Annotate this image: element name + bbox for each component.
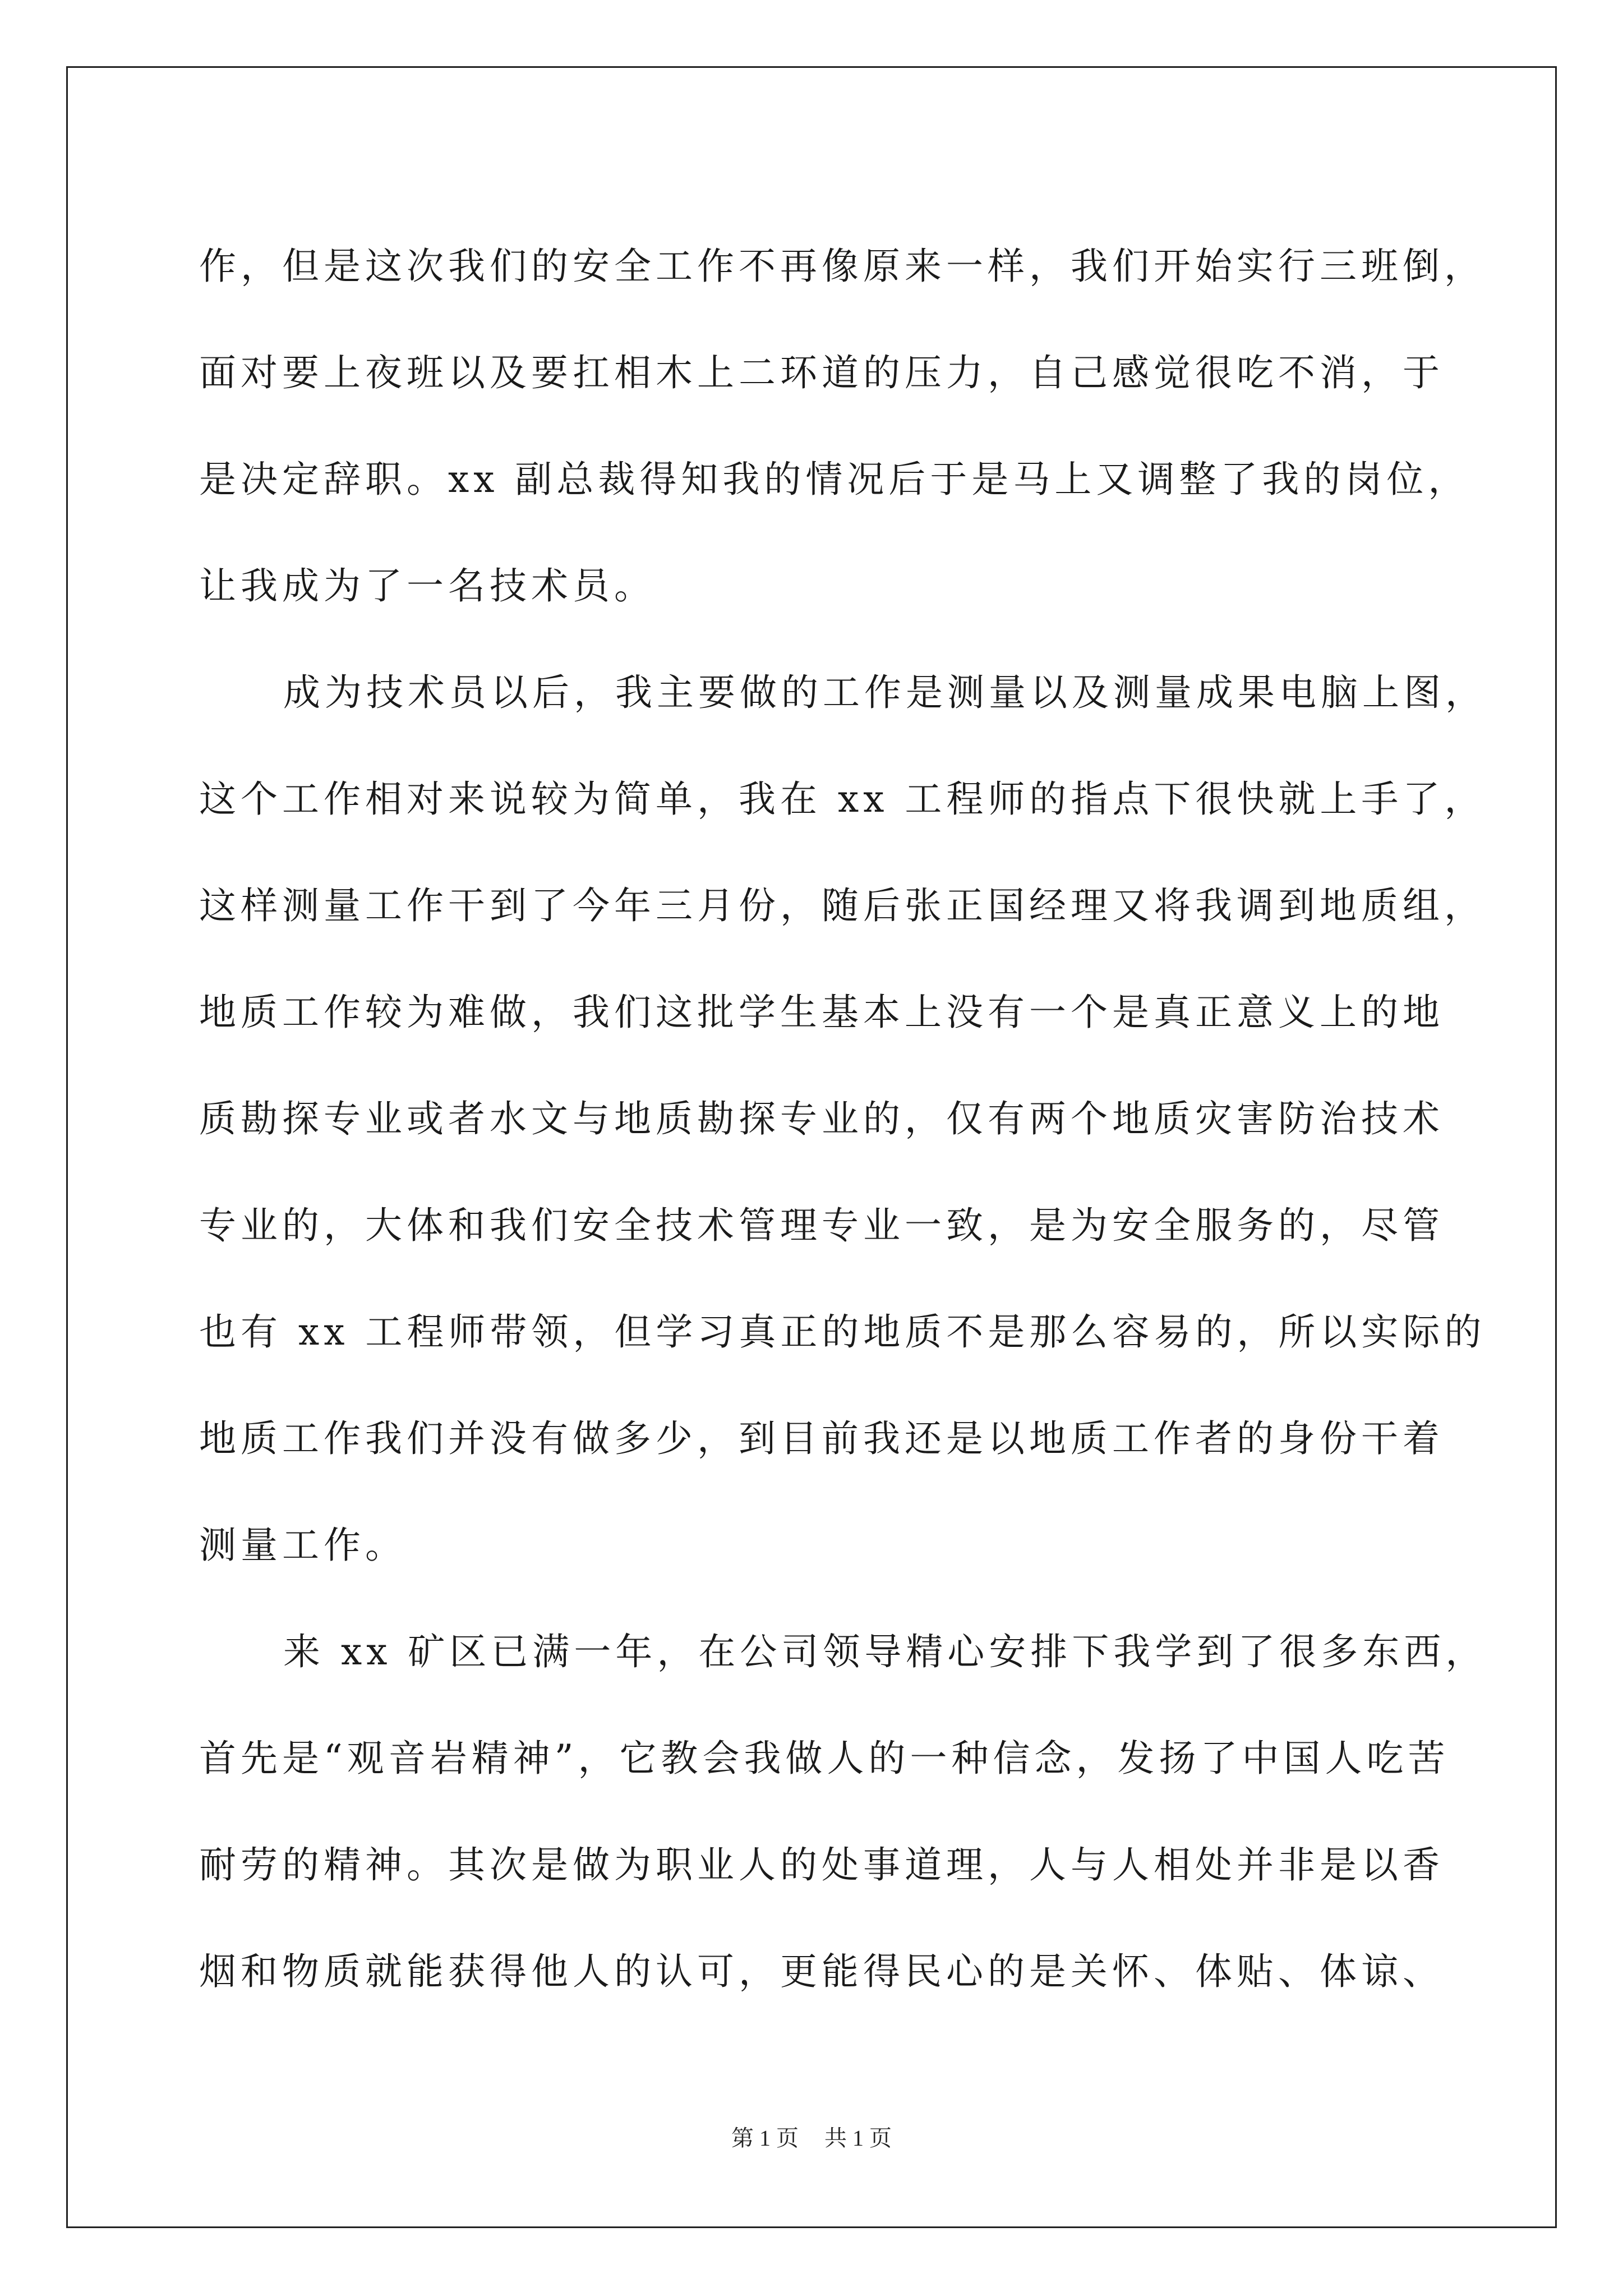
text-line: 耐劳的精神。其次是做为职业人的处事道理，人与人相处并非是以香	[199, 1843, 1444, 1887]
page-number: 第 1 页	[731, 2125, 799, 2151]
text-line: 质勘探专业或者水文与地质勘探专业的，仅有两个地质灾害防治技术	[199, 1097, 1444, 1140]
text-line: 来 xx 矿区已满一年，在公司领导精心安排下我学到了很多东西，	[283, 1630, 1487, 1673]
text-line: 作，但是这次我们的安全工作不再像原来一样，我们开始实行三班倒，	[199, 245, 1486, 288]
text-line: 首先是“观音岩精神”，它教会我做人的一种信念，发扬了中国人吃苦	[199, 1737, 1450, 1780]
text-line: 成为技术员以后，我主要做的工作是测量以及测量成果电脑上图，	[283, 671, 1487, 714]
document-body	[199, 213, 1487, 2025]
text-line: 专业的，大体和我们安全技术管理专业一致，是为安全服务的，尽管	[199, 1204, 1444, 1247]
text-line: 面对要上夜班以及要扛相木上二环道的压力，自己感觉很吃不消，于	[199, 351, 1444, 394]
page-total: 共 1 页	[824, 2125, 892, 2151]
text-line: 这个工作相对来说较为简单，我在 xx 工程师的指点下很快就上手了，	[199, 777, 1486, 821]
text-line: 地质工作较为难做，我们这批学生基本上没有一个是真正意义上的地	[199, 991, 1444, 1034]
text-line: 是决定辞职。xx 副总裁得知我的情况后于是马上又调整了我的岗位，	[199, 458, 1470, 501]
text-line: 也有 xx 工程师带领，但学习真正的地质不是那么容易的，所以实际的	[199, 1310, 1486, 1354]
page-footer	[0, 2120, 1623, 2152]
text-line: 地质工作我们并没有做多少，到目前我还是以地质工作者的身份干着	[199, 1417, 1444, 1460]
text-line: 让我成为了一名技术员。	[199, 564, 656, 608]
text-line: 测量工作。	[199, 1524, 407, 1567]
text-line: 烟和物质就能获得他人的认可，更能得民心的是关怀、体贴、体谅、	[199, 1950, 1444, 1993]
text-line: 这样测量工作干到了今年三月份，随后张正国经理又将我调到地质组，	[199, 884, 1486, 927]
